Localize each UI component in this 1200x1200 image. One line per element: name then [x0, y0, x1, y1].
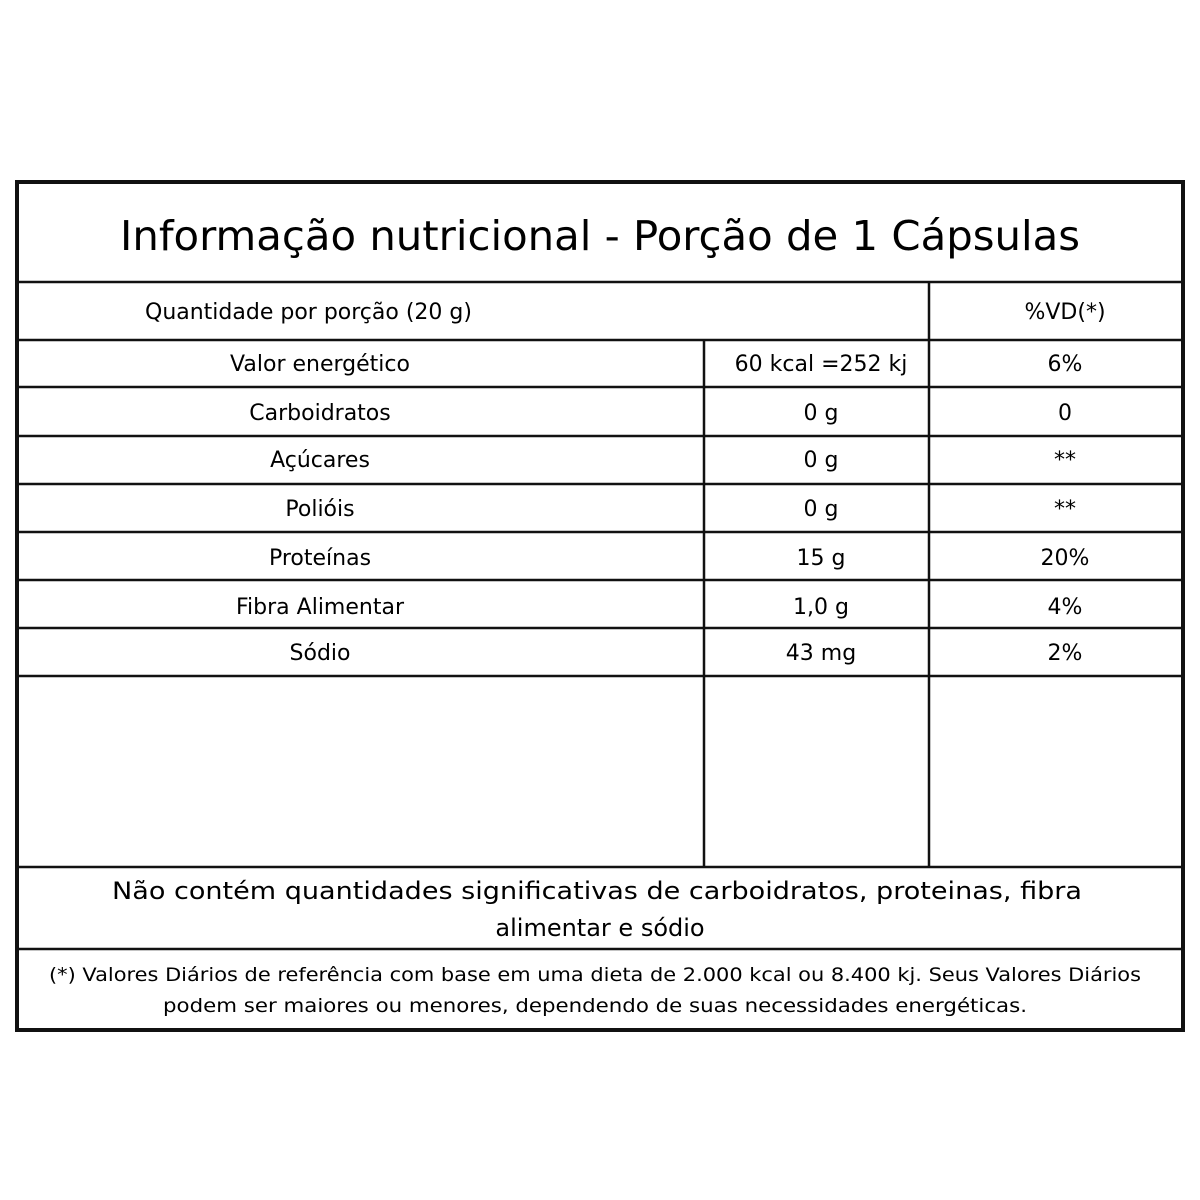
nutrient-name: Açúcares — [270, 448, 370, 473]
row-dividers — [17, 282, 1183, 949]
table-row — [236, 595, 1082, 620]
nutrient-amount: 43 mg — [785, 641, 857, 666]
table-row — [249, 401, 1072, 426]
nutrient-dv: 6% — [1047, 352, 1083, 377]
nutrient-dv: ** — [1054, 497, 1076, 522]
nutrient-name: Valor energético — [230, 352, 410, 377]
nutrition-note-line-2: alimentar e sódio — [495, 914, 705, 942]
nutrient-name: Carboidratos — [249, 401, 391, 426]
nutrient-amount: 0 g — [803, 448, 839, 473]
nutrient-name: Proteínas — [268, 546, 372, 571]
nutrient-name: Sódio — [289, 641, 351, 666]
nutrient-dv: 20% — [1040, 546, 1090, 571]
nutrient-amount: 60 kcal =252 kj — [734, 352, 908, 377]
nutrition-note-line-1: Não contém quantidades significativas de carboidratos, proteinas, fibra — [112, 877, 1082, 905]
nutrient-amount: 0 g — [803, 401, 839, 426]
nutrient-name: Polióis — [285, 497, 355, 522]
table-row — [270, 448, 1076, 473]
table-row — [230, 352, 1082, 377]
table-row — [290, 641, 1083, 666]
serving-size-label: Quantidade por porção (20 g) — [145, 300, 472, 325]
nutrient-dv: 0 — [1058, 401, 1072, 426]
nutrient-dv: 2% — [1047, 641, 1083, 666]
nutrient-amount: 0 g — [803, 497, 839, 522]
daily-value-footnote-line-1: (*) Valores Diários de referência com base em uma dieta de 2.000 kcal ou 8.400 kj. Seus Valores Diários — [49, 964, 1141, 986]
nutrient-dv: 4% — [1047, 595, 1083, 620]
nutrient-dv: ** — [1054, 448, 1076, 473]
daily-value-header: %VD(*) — [1024, 300, 1106, 325]
table-row — [269, 546, 1089, 571]
table-row — [285, 497, 1076, 522]
daily-value-footnote-line-2: podem ser maiores ou menores, dependendo de suas necessidades energéticas. — [163, 995, 1027, 1017]
nutrient-name: Fibra Alimentar — [236, 595, 404, 620]
label-title: Informação nutricional - Porção de 1 Cápsulas — [120, 212, 1080, 260]
nutrient-amount: 15 g — [796, 546, 846, 571]
nutrient-amount: 1,0 g — [793, 595, 849, 620]
